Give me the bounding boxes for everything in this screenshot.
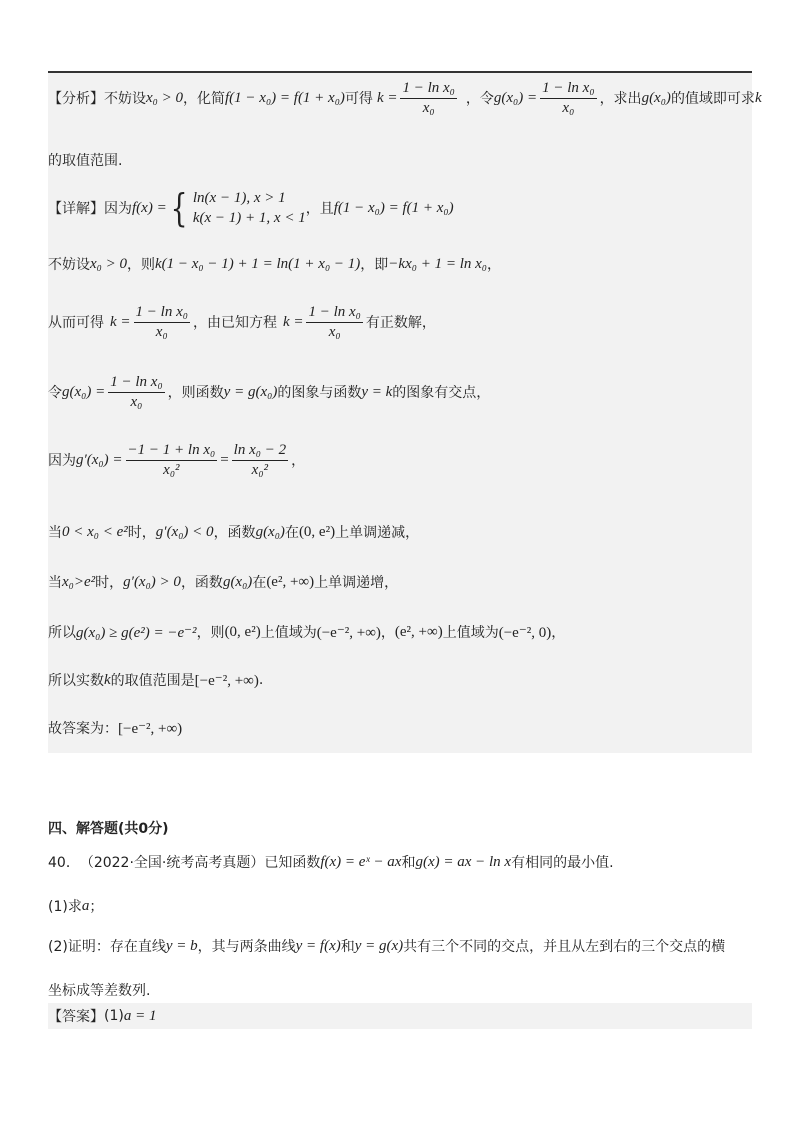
step-line bbox=[48, 370, 490, 414]
text: 的取值范围是 bbox=[110, 673, 195, 689]
denominator: x₀ bbox=[155, 323, 168, 340]
math: [−e⁻², +∞) bbox=[194, 672, 259, 689]
math: f(x) = bbox=[132, 199, 167, 216]
math: k = bbox=[282, 313, 304, 330]
math: k = bbox=[110, 313, 131, 330]
math: y = g(x₀) bbox=[223, 383, 278, 400]
detail-line bbox=[48, 186, 454, 230]
math: (0, e²) bbox=[298, 523, 336, 540]
step-line bbox=[48, 438, 305, 482]
answer-line bbox=[48, 1006, 156, 1026]
math: g(x₀) bbox=[641, 89, 671, 106]
math: (0, e²) bbox=[224, 623, 261, 640]
question-number: 40． bbox=[48, 855, 80, 871]
math: y = k bbox=[361, 383, 393, 400]
fraction bbox=[400, 80, 456, 117]
text: 上值域为 bbox=[442, 625, 499, 641]
text: 所以实数 bbox=[48, 673, 104, 689]
text: ， bbox=[291, 453, 306, 469]
answer-label: 【答案】 bbox=[48, 1009, 104, 1025]
text: 因为 bbox=[48, 453, 76, 469]
analysis-line bbox=[48, 76, 762, 120]
text: 的图象有交点， bbox=[392, 385, 491, 401]
math: g(x₀) bbox=[222, 573, 253, 590]
text: ，则函数 bbox=[167, 385, 224, 401]
math: f(1 − x₀) = f(1 + x₀) bbox=[225, 89, 345, 106]
text: (1) bbox=[104, 1008, 124, 1024]
math: (−e⁻², +∞) bbox=[316, 624, 381, 641]
text: . bbox=[258, 672, 264, 688]
text: ，令 bbox=[465, 91, 494, 107]
math: [−e⁻², +∞) bbox=[118, 720, 183, 737]
numerator: 1 − ln x₀ bbox=[134, 304, 190, 323]
math: g(x₀) bbox=[255, 523, 285, 540]
sub-question-2-cont bbox=[48, 980, 150, 1000]
sub-question-1 bbox=[48, 896, 103, 916]
math: (e², +∞) bbox=[266, 573, 315, 590]
math: 0 < x₀ < e² bbox=[62, 523, 128, 540]
step-line bbox=[48, 522, 419, 542]
fraction bbox=[540, 80, 596, 117]
analysis-label: 【分析】 bbox=[48, 91, 104, 107]
piecewise bbox=[167, 188, 306, 228]
text: 共有三个不同的交点，并且从左到右的三个交点的横 bbox=[403, 939, 726, 955]
math: g(x₀) = bbox=[62, 383, 106, 400]
text: ，求出 bbox=[599, 91, 642, 107]
text: 上单调递增， bbox=[314, 575, 399, 591]
text: （2022·全国·统考高考真题）已知函数 bbox=[79, 855, 321, 871]
math: a = 1 bbox=[123, 1007, 157, 1024]
denominator: x₀² bbox=[163, 461, 180, 478]
denominator: x₀ bbox=[562, 99, 575, 116]
numerator: 1 − ln x₀ bbox=[540, 80, 596, 99]
math: x₀ > 0 bbox=[90, 255, 127, 272]
numerator: 1 − ln x₀ bbox=[306, 304, 362, 323]
denominator: x₀ bbox=[422, 99, 435, 116]
text: 因为 bbox=[104, 201, 132, 217]
text: 当 bbox=[48, 525, 62, 541]
math: g′(x₀) = bbox=[76, 451, 123, 468]
numerator: −1 − 1 + ln x₀ bbox=[126, 442, 218, 461]
text: ，其与两条曲线 bbox=[197, 939, 296, 955]
case: k(x − 1) + 1, x < 1 bbox=[192, 210, 306, 226]
section-title: 四、解答题(共0分) bbox=[48, 821, 169, 837]
text: ，则 bbox=[196, 625, 225, 641]
text: 的图象与函数 bbox=[277, 385, 362, 401]
question-40 bbox=[48, 852, 614, 872]
step-line bbox=[48, 670, 263, 690]
text: ， bbox=[486, 257, 501, 273]
math: g(x₀) ≥ g(e²) = −e⁻² bbox=[76, 624, 197, 641]
math: a bbox=[81, 897, 90, 914]
text: ； bbox=[89, 899, 104, 915]
text: 坐标成等差数列. bbox=[48, 983, 151, 999]
text: 不妨设 bbox=[104, 91, 146, 107]
text: 时， bbox=[95, 575, 124, 591]
fraction bbox=[306, 304, 362, 341]
text: ， bbox=[380, 625, 395, 641]
fraction bbox=[126, 442, 218, 479]
math: y = g(x) bbox=[354, 937, 404, 954]
math: f(x) = eˣ − ax bbox=[320, 853, 402, 870]
math: (e², +∞) bbox=[394, 623, 443, 640]
math: k(1 − x₀ − 1) + 1 = ln(1 + x₀ − 1) bbox=[155, 255, 361, 272]
text: ，函数 bbox=[213, 525, 256, 541]
text: 上值域为 bbox=[260, 625, 317, 641]
text: ，即 bbox=[360, 257, 389, 273]
fraction bbox=[232, 442, 288, 479]
text: 不妨设 bbox=[48, 257, 90, 273]
numerator: 1 − ln x₀ bbox=[108, 374, 164, 393]
math: g(x₀) = bbox=[493, 89, 538, 106]
brace-icon: { bbox=[170, 186, 188, 230]
step-line bbox=[48, 300, 436, 344]
math: k bbox=[104, 671, 111, 688]
denominator: x₀² bbox=[251, 461, 269, 478]
text: 和 bbox=[401, 855, 416, 871]
text: (1)求 bbox=[48, 899, 82, 915]
step-line bbox=[48, 254, 501, 274]
math: (−e⁻², 0) bbox=[498, 624, 552, 641]
case: ln(x − 1), x > 1 bbox=[192, 190, 286, 206]
text: 可得 bbox=[344, 91, 373, 107]
detail-label: 【详解】 bbox=[48, 201, 104, 217]
text: 时， bbox=[127, 525, 156, 541]
final-answer-line bbox=[48, 718, 182, 738]
math: x₀ > 0 bbox=[146, 89, 183, 106]
math: x₀>e² bbox=[62, 573, 96, 590]
text: ，且 bbox=[305, 201, 334, 217]
math: k bbox=[754, 89, 762, 106]
fraction bbox=[134, 304, 190, 341]
text: 在 bbox=[284, 525, 299, 541]
denominator: x₀ bbox=[328, 323, 341, 340]
text: 所以 bbox=[48, 625, 76, 641]
step-line bbox=[48, 572, 398, 592]
text: 的值域即可求 bbox=[670, 91, 755, 107]
math: y = f(x) bbox=[295, 937, 341, 954]
text: ，化简 bbox=[183, 91, 225, 107]
math: g′(x₀) > 0 bbox=[123, 573, 181, 590]
text: ，由已知方程 bbox=[192, 315, 277, 331]
section-heading bbox=[48, 818, 169, 838]
text: 的取值范围. bbox=[48, 153, 123, 169]
text: 在 bbox=[252, 575, 267, 591]
text: 当 bbox=[48, 575, 62, 591]
text: 令 bbox=[48, 385, 62, 401]
fraction bbox=[108, 374, 164, 411]
math: g′(x₀) < 0 bbox=[155, 523, 214, 540]
text: 故答案为： bbox=[48, 721, 118, 737]
analysis-line-2 bbox=[48, 150, 122, 170]
sub-question-2 bbox=[48, 936, 725, 956]
text: (2)证明：存在直线 bbox=[48, 939, 166, 955]
text: 有正数解， bbox=[365, 315, 436, 331]
math: k = bbox=[376, 89, 398, 106]
denominator: x₀ bbox=[130, 393, 143, 410]
numerator: 1 − ln x₀ bbox=[400, 80, 456, 99]
text: 从而可得 bbox=[48, 315, 104, 331]
text: ， bbox=[551, 625, 566, 641]
math: f(1 − x₀) = f(1 + x₀) bbox=[333, 199, 454, 216]
text: ，函数 bbox=[180, 575, 223, 591]
math: = bbox=[220, 451, 229, 468]
text: 和 bbox=[340, 939, 355, 955]
math: −kx₀ + 1 = ln x₀ bbox=[388, 255, 487, 272]
math: y = b bbox=[165, 937, 198, 954]
numerator: ln x₀ − 2 bbox=[232, 442, 288, 461]
math: g(x) = ax − ln x bbox=[415, 853, 512, 870]
text: 上单调递减， bbox=[335, 525, 420, 541]
text: 有相同的最小值. bbox=[511, 855, 614, 871]
text: ，则 bbox=[127, 257, 155, 273]
step-line bbox=[48, 622, 565, 642]
